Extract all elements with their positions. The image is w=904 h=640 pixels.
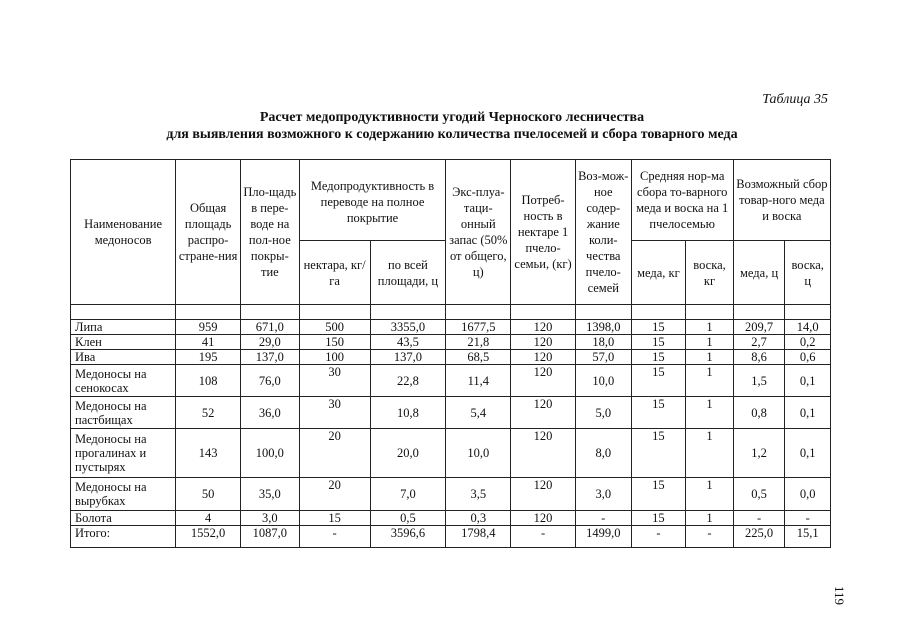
cell: 52 (176, 397, 241, 429)
cell: 35,0 (241, 478, 300, 511)
cell: 1798,4 (446, 526, 511, 548)
total-row (71, 526, 831, 548)
cell: 120 (511, 365, 576, 397)
cell: 15 (631, 365, 686, 397)
cell: 5,4 (446, 397, 511, 429)
cell: 0,1 (785, 365, 831, 397)
honey-productivity-table (70, 159, 831, 548)
cell: 137,0 (370, 350, 446, 365)
cell: 15 (631, 429, 686, 478)
header-total-area: Общая площадь распро-стране-ния (176, 160, 241, 305)
cell: 41 (176, 335, 241, 350)
cell: - (631, 526, 686, 548)
cell: - (299, 526, 370, 548)
cell: 209,7 (733, 320, 785, 335)
header-honey-c: меда, ц (733, 241, 785, 305)
cell: 57,0 (575, 350, 631, 365)
cell: 15 (631, 320, 686, 335)
cell: 22,8 (370, 365, 446, 397)
cell: 15 (631, 397, 686, 429)
total-label: Итого: (71, 526, 176, 548)
cell: 225,0 (733, 526, 785, 548)
cell: 1 (686, 511, 734, 526)
cell: 15,1 (785, 526, 831, 548)
cell: 21,8 (446, 335, 511, 350)
row-name: Медоносы на прогалинах и пустырях (71, 429, 176, 478)
cell: 5,0 (575, 397, 631, 429)
cell: 100 (299, 350, 370, 365)
row-name: Медоносы на пастбищах (71, 397, 176, 429)
cell: - (785, 511, 831, 526)
header-honey-kg: меда, кг (631, 241, 686, 305)
row-name: Медоносы на сенокосах (71, 365, 176, 397)
cell: 1 (686, 397, 734, 429)
cell: 20 (299, 478, 370, 511)
table-row (71, 335, 831, 350)
header-need: Потреб-ность в нектаре 1 пчело-семьи, (кг) (511, 160, 576, 305)
table-row (71, 350, 831, 365)
cell: 0,8 (733, 397, 785, 429)
table-number: Таблица 35 (762, 92, 828, 107)
row-name: Медоносы на вырубках (71, 478, 176, 511)
table-row (71, 511, 831, 526)
cell: - (686, 526, 734, 548)
cell: 120 (511, 429, 576, 478)
cell: 500 (299, 320, 370, 335)
cell: 15 (631, 335, 686, 350)
cell: 15 (631, 511, 686, 526)
cell: - (575, 511, 631, 526)
cell: 0,0 (785, 478, 831, 511)
cell: 120 (511, 478, 576, 511)
cell: 1 (686, 478, 734, 511)
cell: 1552,0 (176, 526, 241, 548)
title-line-1: Расчет медопродуктивности угодий Черноского лесничества (259, 110, 645, 125)
cell: 18,0 (575, 335, 631, 350)
header-possible-group: Возможный сбор товар-ного меда и воска (733, 160, 830, 241)
cell: 0,5 (733, 478, 785, 511)
cell: 1,5 (733, 365, 785, 397)
cell: 15 (631, 350, 686, 365)
cell: 20 (299, 429, 370, 478)
cell: 3,5 (446, 478, 511, 511)
header-productivity-group: Медопродуктивность в переводе на полное покрытие (299, 160, 446, 241)
title-line-2: для выявления возможного к содержанию количества пчелосемей и сбора товарного меда (166, 127, 738, 142)
cell: 120 (511, 397, 576, 429)
table-row (71, 429, 831, 478)
header-wax-kg: воска, кг (686, 241, 734, 305)
spacer-row (71, 305, 831, 320)
cell: 10,0 (575, 365, 631, 397)
header-name: Наименование медоносов (71, 160, 176, 305)
cell: 0,2 (785, 335, 831, 350)
cell: 3,0 (575, 478, 631, 511)
cell: 14,0 (785, 320, 831, 335)
header-possible-count: Воз-мож-ное содер-жание коли-чества пчело-семей (575, 160, 631, 305)
cell: 959 (176, 320, 241, 335)
row-name: Клен (71, 335, 176, 350)
page-number: 119 (832, 586, 847, 606)
row-name: Липа (71, 320, 176, 335)
header-converted-area: Пло-щадь в пере-воде на пол-ное покры-тие (241, 160, 300, 305)
cell: 15 (631, 478, 686, 511)
cell: 4 (176, 511, 241, 526)
cell: 76,0 (241, 365, 300, 397)
cell: 1 (686, 335, 734, 350)
cell: 671,0 (241, 320, 300, 335)
cell: 0,1 (785, 429, 831, 478)
cell: 120 (511, 350, 576, 365)
cell: 10,8 (370, 397, 446, 429)
table-row (71, 397, 831, 429)
cell: 1087,0 (241, 526, 300, 548)
cell: 36,0 (241, 397, 300, 429)
cell: 1 (686, 320, 734, 335)
cell: 120 (511, 320, 576, 335)
cell: 10,0 (446, 429, 511, 478)
cell: 0,5 (370, 511, 446, 526)
cell: 100,0 (241, 429, 300, 478)
cell: 1 (686, 429, 734, 478)
cell: 1 (686, 365, 734, 397)
cell: 29,0 (241, 335, 300, 350)
header-wax-c: воска, ц (785, 241, 831, 305)
cell: 0,6 (785, 350, 831, 365)
cell: 30 (299, 397, 370, 429)
cell: 1398,0 (575, 320, 631, 335)
cell: 143 (176, 429, 241, 478)
cell: 43,5 (370, 335, 446, 350)
cell: 120 (511, 511, 576, 526)
cell: 108 (176, 365, 241, 397)
cell: 120 (511, 335, 576, 350)
cell: 195 (176, 350, 241, 365)
cell: 68,5 (446, 350, 511, 365)
cell: 1 (686, 350, 734, 365)
cell: 1677,5 (446, 320, 511, 335)
cell: 8,0 (575, 429, 631, 478)
cell: 11,4 (446, 365, 511, 397)
cell: 0,1 (785, 397, 831, 429)
cell: 8,6 (733, 350, 785, 365)
cell: 1499,0 (575, 526, 631, 548)
row-name: Болота (71, 511, 176, 526)
cell: 1,2 (733, 429, 785, 478)
header-whole-area: по всей площади, ц (370, 241, 446, 305)
table-row (71, 365, 831, 397)
table-row (71, 478, 831, 511)
cell: 20,0 (370, 429, 446, 478)
cell: 0,3 (446, 511, 511, 526)
cell: 50 (176, 478, 241, 511)
header-nectar: нектара, кг/га (299, 241, 370, 305)
cell: - (733, 511, 785, 526)
cell: 2,7 (733, 335, 785, 350)
cell: 7,0 (370, 478, 446, 511)
cell: 3,0 (241, 511, 300, 526)
cell: - (511, 526, 576, 548)
cell: 15 (299, 511, 370, 526)
cell: 3596,6 (370, 526, 446, 548)
cell: 30 (299, 365, 370, 397)
header-avg-norm-group: Средняя нор-ма сбора то-варного меда и воска на 1 пчелосемью (631, 160, 733, 241)
row-name: Ива (71, 350, 176, 365)
cell: 150 (299, 335, 370, 350)
table-row (71, 320, 831, 335)
cell: 137,0 (241, 350, 300, 365)
table-title (0, 109, 904, 143)
header-exploitation: Экс-плуа-таци-онный запас (50% от общего, ц) (446, 160, 511, 305)
cell: 3355,0 (370, 320, 446, 335)
